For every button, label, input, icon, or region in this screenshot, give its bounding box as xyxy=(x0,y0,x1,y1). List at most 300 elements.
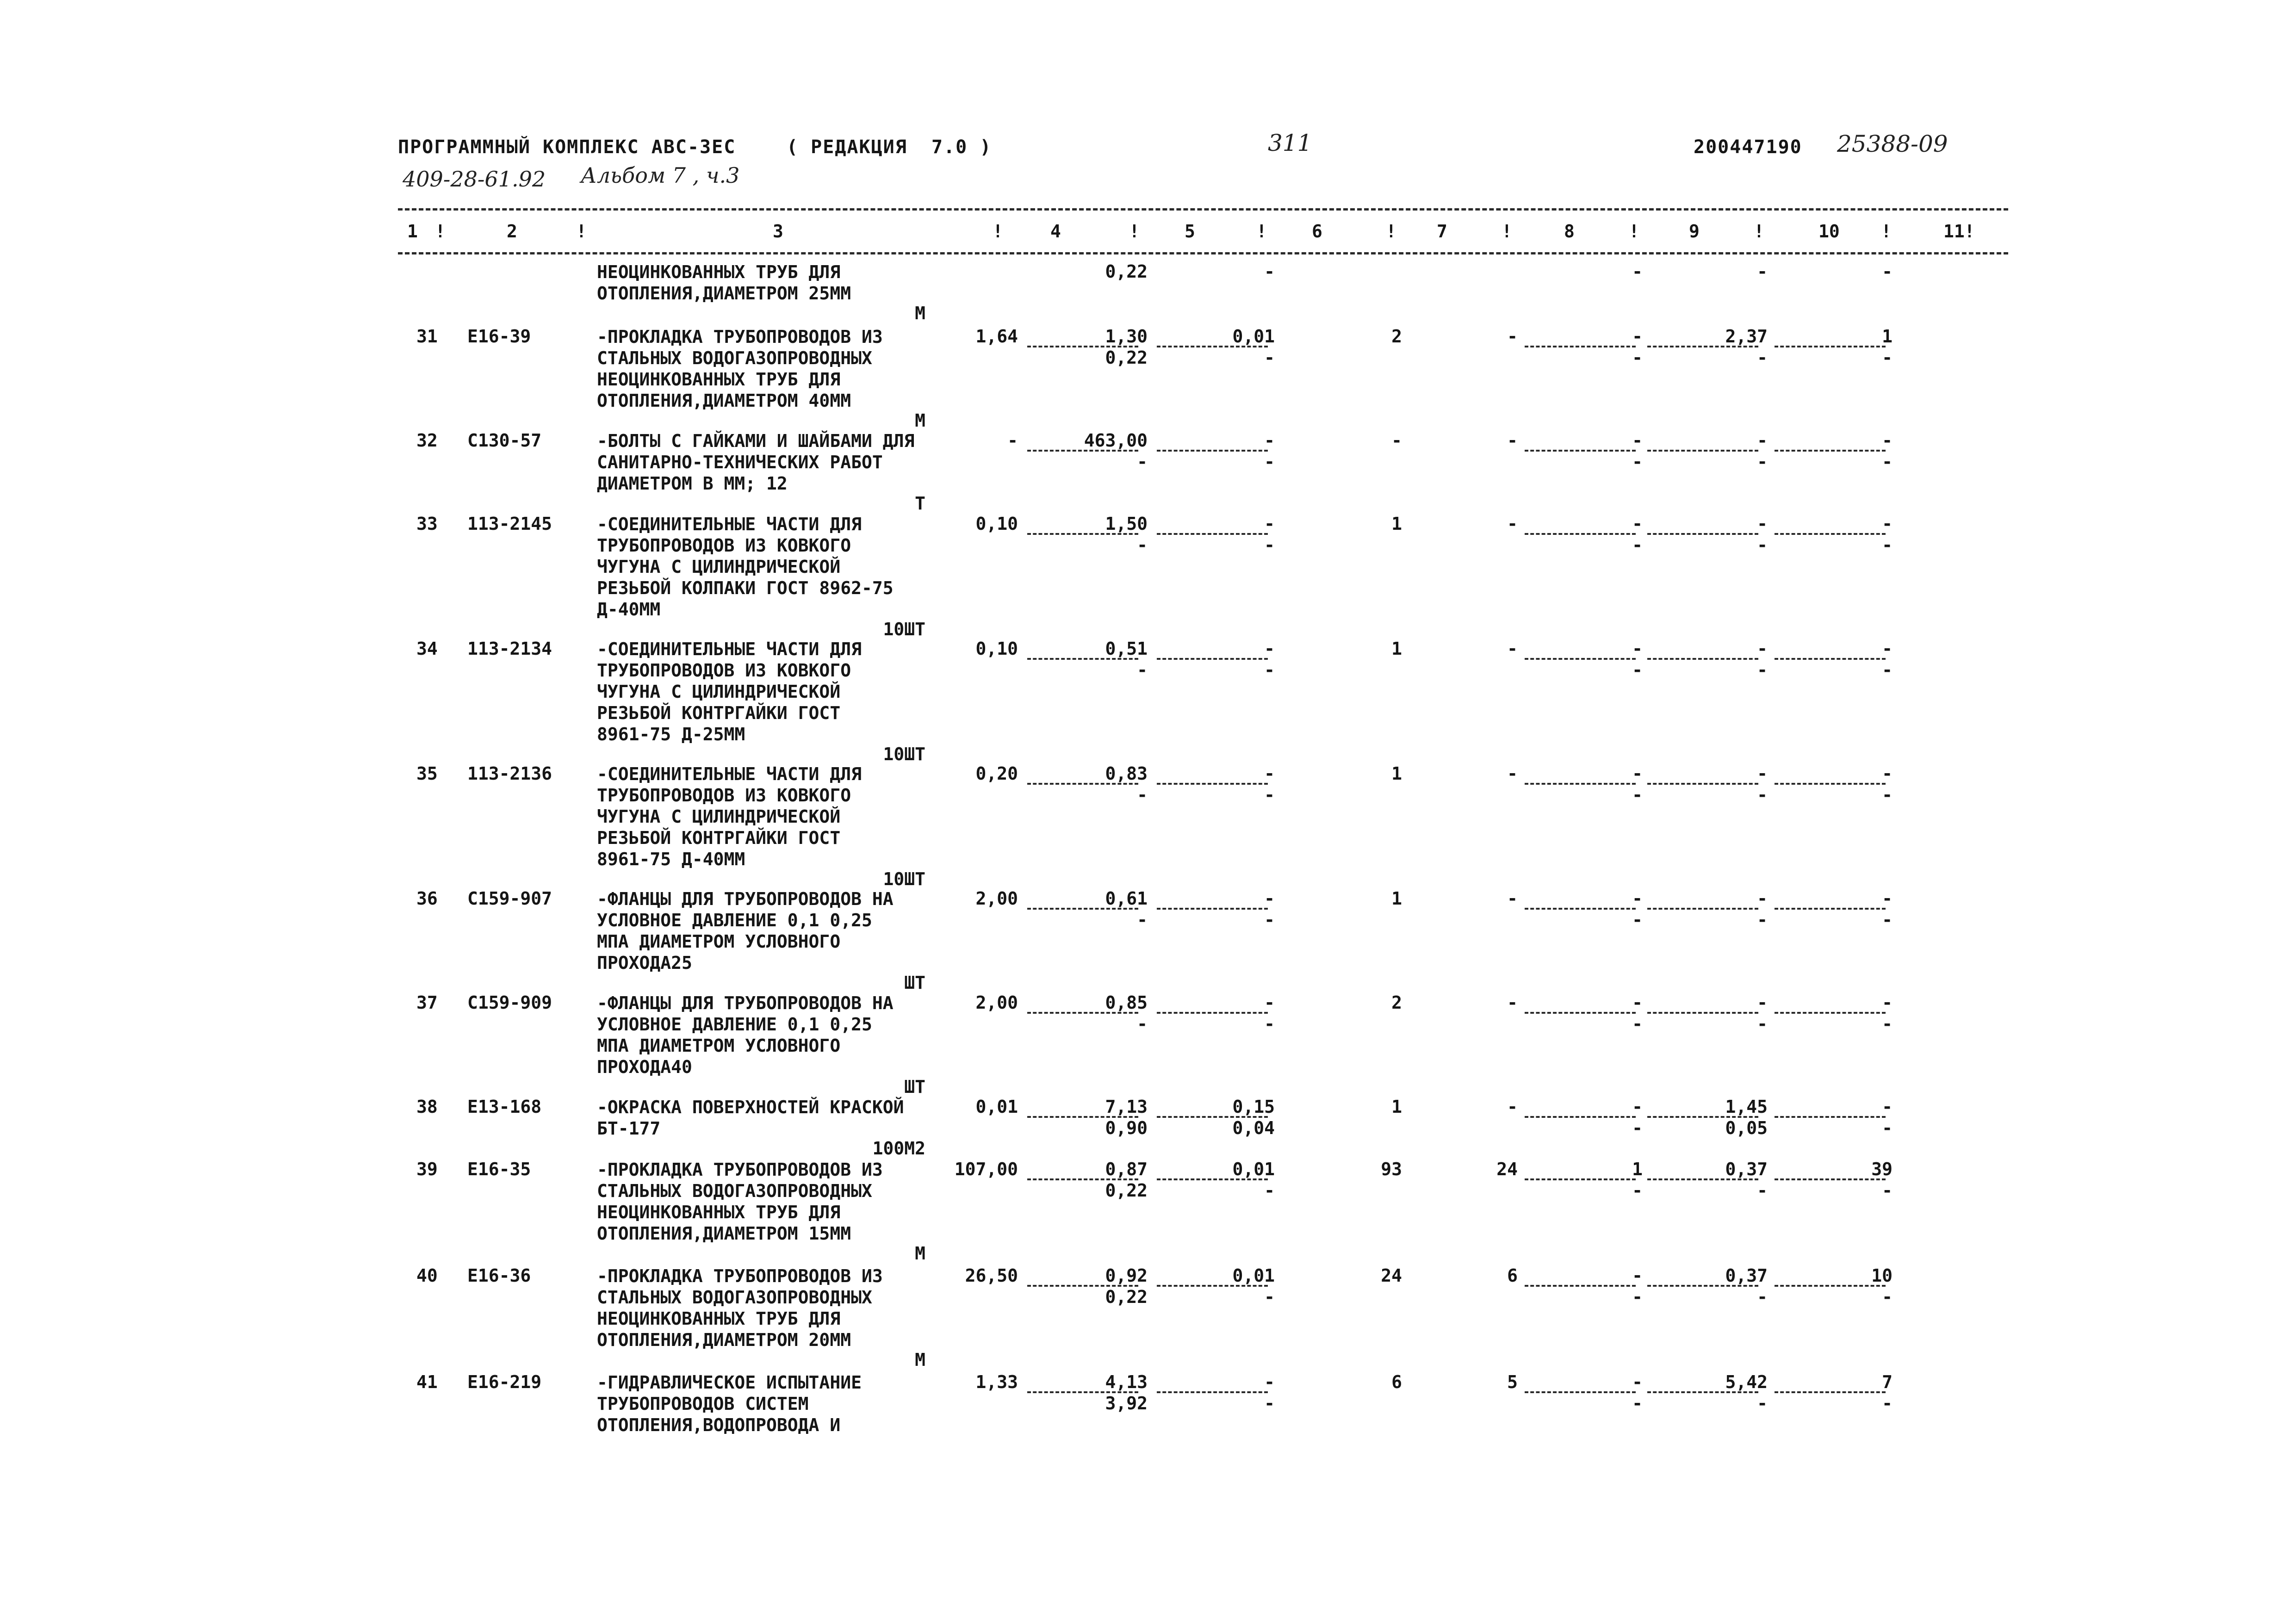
cell-col9-lower: - xyxy=(1632,1118,1643,1138)
value-divider xyxy=(1525,1285,1636,1287)
document-code: 200447190 xyxy=(1694,136,1802,158)
value-divider xyxy=(1647,1012,1758,1014)
cell-col5-lower: 3,92 xyxy=(1105,1393,1148,1414)
row-number: 38 xyxy=(416,1097,438,1117)
row-number: 39 xyxy=(416,1159,438,1179)
row-description-line: ОТОПЛЕНИЯ,ДИАМЕТРОМ 40ММ xyxy=(597,391,851,411)
row-description-line: ТРУБОПРОВОДОВ ИЗ КОВКОГО xyxy=(597,785,851,806)
value-divider xyxy=(1647,658,1758,660)
row-description-line: СТАЛЬНЫХ ВОДОГАЗОПРОВОДНЫХ xyxy=(597,1287,872,1308)
cell-col11-lower: - xyxy=(1882,1014,1893,1034)
cell-col11: - xyxy=(1882,992,1893,1013)
row-description-line: БТ-177 xyxy=(597,1118,661,1139)
cell-col7: 1 xyxy=(1391,639,1402,659)
cell-col11: - xyxy=(1882,639,1893,659)
value-divider xyxy=(1027,658,1138,660)
cell-col6: 0,01 xyxy=(1232,326,1275,347)
column-separator: ! xyxy=(1964,221,1975,242)
cell-col5: 4,13 xyxy=(1105,1372,1148,1392)
column-separator: ! xyxy=(993,221,1003,242)
cell-col5: 1,50 xyxy=(1105,514,1148,534)
cell-col9-lower: - xyxy=(1632,1014,1643,1034)
value-divider xyxy=(1157,533,1268,535)
cell-col10-lower: - xyxy=(1757,1393,1768,1414)
cell-col11-lower: - xyxy=(1882,910,1893,930)
cell-col8: - xyxy=(1507,1097,1518,1117)
value-divider xyxy=(1647,1178,1758,1180)
row-description-line: ТРУБОПРОВОДОВ ИЗ КОВКОГО xyxy=(597,660,851,681)
cell-col5: 7,13 xyxy=(1105,1097,1148,1117)
value-divider xyxy=(1027,1285,1138,1287)
column-header-3: 3 xyxy=(773,221,783,242)
row-unit: 10ШТ xyxy=(883,619,925,639)
value-divider xyxy=(1027,783,1138,785)
cell-col4: - xyxy=(1007,430,1018,451)
row-unit: М xyxy=(915,1243,925,1264)
row-code: 113-2136 xyxy=(467,763,552,784)
row-description-line: 8961-75 Д-40ММ xyxy=(597,849,745,869)
cell-col11-lower: - xyxy=(1882,535,1893,555)
page-number: 311 xyxy=(1268,130,1312,156)
cell-col10-lower: - xyxy=(1757,1014,1768,1034)
row-code: Е16-35 xyxy=(467,1159,531,1179)
row-description-line: УСЛОВНОЕ ДАВЛЕНИЕ 0,1 0,25 xyxy=(597,910,872,930)
value-divider xyxy=(1775,1391,1886,1393)
column-separator: ! xyxy=(1256,221,1267,242)
row-description-line: -ФЛАНЦЫ ДЛЯ ТРУБОПРОВОДОВ НА xyxy=(597,889,894,909)
cell-col6: 0,01 xyxy=(1232,1159,1275,1179)
row-description-line: -БОЛТЫ С ГАЙКАМИ И ШАЙБАМИ ДЛЯ xyxy=(597,431,915,451)
value-divider xyxy=(1157,450,1268,452)
row-description-line: -ФЛАНЦЫ ДЛЯ ТРУБОПРОВОДОВ НА xyxy=(597,993,894,1013)
value-divider xyxy=(1157,1116,1268,1118)
cell-col9: - xyxy=(1632,261,1643,282)
cell-col5-lower: - xyxy=(1137,785,1148,805)
cell-col6-lower: - xyxy=(1264,785,1275,805)
cell-col5-lower: 0,22 xyxy=(1105,1180,1148,1201)
value-divider xyxy=(1027,908,1138,910)
value-divider xyxy=(1647,450,1758,452)
cell-col11: 7 xyxy=(1882,1372,1893,1392)
cell-col9: - xyxy=(1632,888,1643,909)
row-description-line: ОТОПЛЕНИЯ,ВОДОПРОВОДА И xyxy=(597,1415,841,1435)
cell-col7: 6 xyxy=(1391,1372,1402,1392)
value-divider xyxy=(1027,1116,1138,1118)
value-divider xyxy=(1525,533,1636,535)
cell-col5-lower: - xyxy=(1137,535,1148,555)
cell-col9-lower: - xyxy=(1632,1180,1643,1201)
cell-col10: - xyxy=(1757,261,1768,282)
cell-col11: - xyxy=(1882,261,1893,282)
value-divider xyxy=(1775,346,1886,347)
cell-col6-lower: - xyxy=(1264,660,1275,680)
cell-col7: 1 xyxy=(1391,888,1402,909)
row-description-line: САНИТАРНО-ТЕХНИЧЕСКИХ РАБОТ xyxy=(597,452,883,472)
row-description-line: -ПРОКЛАДКА ТРУБОПРОВОДОВ ИЗ xyxy=(597,1266,883,1286)
cell-col4: 0,10 xyxy=(975,639,1018,659)
value-divider xyxy=(1525,346,1636,347)
cell-col6-lower: - xyxy=(1264,1180,1275,1201)
cell-col10-lower: - xyxy=(1757,660,1768,680)
cell-col11-lower: - xyxy=(1882,1287,1893,1307)
cell-col8: - xyxy=(1507,763,1518,784)
column-header-5: 5 xyxy=(1185,221,1195,242)
row-number: 35 xyxy=(416,763,438,784)
row-number: 32 xyxy=(416,430,438,451)
cell-col6: - xyxy=(1264,639,1275,659)
row-description-line: -СОЕДИНИТЕЛЬНЫЕ ЧАСТИ ДЛЯ xyxy=(597,764,862,784)
value-divider xyxy=(1775,533,1886,535)
row-number: 37 xyxy=(416,992,438,1013)
row-description-line: ПРОХОДА40 xyxy=(597,1057,692,1077)
value-divider xyxy=(1157,1012,1268,1014)
row-code: Е16-219 xyxy=(467,1372,542,1392)
cell-col6: 0,01 xyxy=(1232,1265,1275,1286)
cell-col10-lower: - xyxy=(1757,910,1768,930)
row-number: 36 xyxy=(416,888,438,909)
cell-col11: 39 xyxy=(1871,1159,1893,1179)
value-divider xyxy=(1157,1178,1268,1180)
cell-col9: - xyxy=(1632,326,1643,347)
column-separator: ! xyxy=(1754,221,1764,242)
row-description-line: НЕОЦИНКОВАННЫХ ТРУБ ДЛЯ xyxy=(597,1202,841,1222)
column-header-11: 11 xyxy=(1943,221,1965,242)
cell-col5: 0,22 xyxy=(1105,261,1148,282)
row-description-line: ОТОПЛЕНИЯ,ДИАМЕТРОМ 15ММ xyxy=(597,1223,851,1244)
cell-col9-lower: - xyxy=(1632,785,1643,805)
row-description-line: МПА ДИАМЕТРОМ УСЛОВНОГО xyxy=(597,1035,841,1056)
value-divider xyxy=(1157,1391,1268,1393)
row-description-line: СТАЛЬНЫХ ВОДОГАЗОПРОВОДНЫХ xyxy=(597,1181,872,1201)
column-separator: ! xyxy=(435,221,446,242)
cell-col5-lower: - xyxy=(1137,910,1148,930)
cell-col4: 1,33 xyxy=(975,1372,1018,1392)
column-header-6: 6 xyxy=(1312,221,1322,242)
value-divider xyxy=(1157,783,1268,785)
cell-col6-lower: - xyxy=(1264,1393,1275,1414)
row-code: 113-2145 xyxy=(467,514,552,534)
value-divider xyxy=(1775,1116,1886,1118)
cell-col9: - xyxy=(1632,639,1643,659)
cell-col10: 0,37 xyxy=(1725,1159,1768,1179)
cell-col11: - xyxy=(1882,1097,1893,1117)
row-description-line: ЧУГУНА С ЦИЛИНДРИЧЕСКОЙ xyxy=(597,682,841,702)
row-number: 34 xyxy=(416,639,438,659)
cell-col11-lower: - xyxy=(1882,1180,1893,1201)
value-divider xyxy=(1027,1178,1138,1180)
cell-col9-lower: - xyxy=(1632,347,1643,368)
cell-col10: - xyxy=(1757,888,1768,909)
cell-col8: 24 xyxy=(1496,1159,1518,1179)
cell-col11-lower: - xyxy=(1882,452,1893,472)
cell-col10-lower: - xyxy=(1757,1180,1768,1201)
cell-col9: - xyxy=(1632,514,1643,534)
cell-col5: 463,00 xyxy=(1084,430,1148,451)
row-code: Е16-39 xyxy=(467,326,531,347)
row-unit: М xyxy=(915,1350,925,1370)
value-divider xyxy=(1775,1285,1886,1287)
cell-col9-lower: - xyxy=(1632,1287,1643,1307)
column-header-4: 4 xyxy=(1050,221,1061,242)
value-divider xyxy=(1525,1391,1636,1393)
value-divider xyxy=(1647,1285,1758,1287)
cell-col5-lower: 0,90 xyxy=(1105,1118,1148,1138)
cell-col11-lower: - xyxy=(1882,785,1893,805)
row-description-line: ТРУБОПРОВОДОВ ИЗ КОВКОГО xyxy=(597,535,851,556)
row-unit: М xyxy=(915,303,925,323)
column-header-1: 1 xyxy=(407,221,418,242)
cell-col10-lower: - xyxy=(1757,785,1768,805)
cell-col11: - xyxy=(1882,763,1893,784)
cell-col7: 1 xyxy=(1391,1097,1402,1117)
row-description-line: ПРОХОДА25 xyxy=(597,953,692,973)
value-divider xyxy=(1647,783,1758,785)
value-divider xyxy=(1525,908,1636,910)
row-unit: ШТ xyxy=(904,1077,925,1097)
cell-col6: 0,15 xyxy=(1232,1097,1275,1117)
cell-col9-lower: - xyxy=(1632,1393,1643,1414)
cell-col5: 0,87 xyxy=(1105,1159,1148,1179)
row-description-line: -ПРОКЛАДКА ТРУБОПРОВОДОВ ИЗ xyxy=(597,1159,883,1180)
row-description-line: ОТОПЛЕНИЯ,ДИАМЕТРОМ 20ММ xyxy=(597,1330,851,1350)
cell-col8: - xyxy=(1507,326,1518,347)
row-description-line: РЕЗЬБОЙ КОНТРГАЙКИ ГОСТ xyxy=(597,703,841,723)
cell-col8: 5 xyxy=(1507,1372,1518,1392)
value-divider xyxy=(1027,346,1138,347)
value-divider xyxy=(1647,1391,1758,1393)
value-divider xyxy=(1647,908,1758,910)
row-description-line: РЕЗЬБОЙ КОЛПАКИ ГОСТ 8962-75 xyxy=(597,578,894,598)
row-description-line: УСЛОВНОЕ ДАВЛЕНИЕ 0,1 0,25 xyxy=(597,1014,872,1035)
cell-col6: - xyxy=(1264,514,1275,534)
cell-col10: - xyxy=(1757,430,1768,451)
value-divider xyxy=(1157,908,1268,910)
row-description-line: -ОКРАСКА ПОВЕРХНОСТЕЙ КРАСКОЙ xyxy=(597,1097,904,1117)
cell-col11-lower: - xyxy=(1882,347,1893,368)
cell-col5: 0,51 xyxy=(1105,639,1148,659)
row-unit: 100М2 xyxy=(872,1138,925,1159)
cell-col7: 1 xyxy=(1391,763,1402,784)
row-code: С159-907 xyxy=(467,888,552,909)
cell-col10-lower: 0,05 xyxy=(1725,1118,1768,1138)
cell-col5: 0,61 xyxy=(1105,888,1148,909)
value-divider xyxy=(1027,1391,1138,1393)
cell-col9: 1 xyxy=(1632,1159,1643,1179)
value-divider xyxy=(1775,1012,1886,1014)
row-description-line: 8961-75 Д-25ММ xyxy=(597,724,745,744)
cell-col9: - xyxy=(1632,430,1643,451)
row-unit: 10ШТ xyxy=(883,869,925,889)
cell-col9-lower: - xyxy=(1632,535,1643,555)
column-header-8: 8 xyxy=(1564,221,1575,242)
value-divider xyxy=(1525,1116,1636,1118)
cell-col6: - xyxy=(1264,261,1275,282)
value-divider xyxy=(1775,908,1886,910)
row-description-line: ЧУГУНА С ЦИЛИНДРИЧЕСКОЙ xyxy=(597,806,841,827)
cell-col10: 2,37 xyxy=(1725,326,1768,347)
cell-col10: 5,42 xyxy=(1725,1372,1768,1392)
cell-col6-lower: - xyxy=(1264,452,1275,472)
cell-col5-lower: - xyxy=(1137,452,1148,472)
row-description-line: НЕОЦИНКОВАННЫХ ТРУБ ДЛЯ xyxy=(597,1308,841,1329)
cell-col5-lower: - xyxy=(1137,660,1148,680)
row-number: 41 xyxy=(416,1372,438,1392)
cell-col6-lower: - xyxy=(1264,910,1275,930)
row-description-line: СТАЛЬНЫХ ВОДОГАЗОПРОВОДНЫХ xyxy=(597,348,872,368)
value-divider xyxy=(1157,658,1268,660)
cell-col4: 0,10 xyxy=(975,514,1018,534)
cell-col11-lower: - xyxy=(1882,660,1893,680)
cell-col9-lower: - xyxy=(1632,910,1643,930)
cell-col10-lower: - xyxy=(1757,535,1768,555)
row-description-line: РЕЗЬБОЙ КОНТРГАЙКИ ГОСТ xyxy=(597,828,841,848)
cell-col4: 26,50 xyxy=(965,1265,1018,1286)
row-unit: 10ШТ xyxy=(883,744,925,764)
cell-col6-lower: - xyxy=(1264,1287,1275,1307)
cell-col4: 107,00 xyxy=(954,1159,1018,1179)
cell-col4: 0,20 xyxy=(975,763,1018,784)
value-divider xyxy=(1647,1116,1758,1118)
cell-col5: 1,30 xyxy=(1105,326,1148,347)
cell-col7: - xyxy=(1391,430,1402,451)
row-description-line: -СОЕДИНИТЕЛЬНЫЕ ЧАСТИ ДЛЯ xyxy=(597,514,862,534)
column-header-9: 9 xyxy=(1689,221,1700,242)
cell-col10: - xyxy=(1757,763,1768,784)
cell-col4: 1,64 xyxy=(975,326,1018,347)
column-separator: ! xyxy=(576,221,587,242)
cell-col10-lower: - xyxy=(1757,452,1768,472)
column-separator: ! xyxy=(1129,221,1140,242)
value-divider xyxy=(1525,1178,1636,1180)
row-number: 33 xyxy=(416,514,438,534)
column-separator: ! xyxy=(1629,221,1639,242)
cell-col10-lower: - xyxy=(1757,1287,1768,1307)
value-divider xyxy=(1647,533,1758,535)
cell-col11-lower: - xyxy=(1882,1118,1893,1138)
cell-col10: 0,37 xyxy=(1725,1265,1768,1286)
row-unit: М xyxy=(915,410,925,431)
cell-col9-lower: - xyxy=(1632,660,1643,680)
row-description-line: НЕОЦИНКОВАННЫХ ТРУБ ДЛЯ xyxy=(597,262,841,282)
cell-col11-lower: - xyxy=(1882,1393,1893,1414)
column-separator: ! xyxy=(1386,221,1396,242)
cell-col11: - xyxy=(1882,430,1893,451)
value-divider xyxy=(1525,783,1636,785)
row-number: 40 xyxy=(416,1265,438,1286)
album-reference: 409-28-61.92 xyxy=(403,167,546,192)
row-description-line: НЕОЦИНКОВАННЫХ ТРУБ ДЛЯ xyxy=(597,369,841,390)
cell-col4: 2,00 xyxy=(975,992,1018,1013)
row-description-line: -ПРОКЛАДКА ТРУБОПРОВОДОВ ИЗ xyxy=(597,327,883,347)
cell-col5-lower: - xyxy=(1137,1014,1148,1034)
edition-label: ( РЕДАКЦИЯ 7.0 ) xyxy=(787,136,992,158)
row-description-line: ДИАМЕТРОМ В ММ; 12 xyxy=(597,473,788,494)
cell-col9: - xyxy=(1632,1097,1643,1117)
cell-col5: 0,92 xyxy=(1105,1265,1148,1286)
cell-col10-lower: - xyxy=(1757,347,1768,368)
cell-col11: - xyxy=(1882,514,1893,534)
cell-col6-lower: - xyxy=(1264,347,1275,368)
column-separator: ! xyxy=(1881,221,1892,242)
cell-col5-lower: 0,22 xyxy=(1105,1287,1148,1307)
cell-col4: 2,00 xyxy=(975,888,1018,909)
row-unit: ШТ xyxy=(904,973,925,993)
row-description-line: МПА ДИАМЕТРОМ УСЛОВНОГО xyxy=(597,931,841,952)
cell-col10: 1,45 xyxy=(1725,1097,1768,1117)
cell-col9: - xyxy=(1632,1265,1643,1286)
column-header-7: 7 xyxy=(1437,221,1447,242)
row-code: Е16-36 xyxy=(467,1265,531,1286)
row-description-line: ТРУБОПРОВОДОВ СИСТЕМ xyxy=(597,1394,809,1414)
cell-col9-lower: - xyxy=(1632,452,1643,472)
cell-col8: - xyxy=(1507,639,1518,659)
header-rule-bottom xyxy=(398,252,2008,254)
cell-col5: 0,85 xyxy=(1105,992,1148,1013)
handwritten-code: 25388-09 xyxy=(1837,130,1948,157)
row-description-line: ОТОПЛЕНИЯ,ДИАМЕТРОМ 25ММ xyxy=(597,283,851,304)
cell-col8: - xyxy=(1507,514,1518,534)
cell-col6: - xyxy=(1264,763,1275,784)
value-divider xyxy=(1775,658,1886,660)
row-description-line: -ГИДРАВЛИЧЕСКОЕ ИСПЫТАНИЕ xyxy=(597,1372,862,1393)
row-number: 31 xyxy=(416,326,438,347)
value-divider xyxy=(1525,658,1636,660)
row-code: С159-909 xyxy=(467,992,552,1013)
cell-col8: - xyxy=(1507,992,1518,1013)
cell-col9: - xyxy=(1632,1372,1643,1392)
cell-col4: 0,01 xyxy=(975,1097,1018,1117)
value-divider xyxy=(1525,450,1636,452)
cell-col7: 2 xyxy=(1391,992,1402,1013)
cell-col9: - xyxy=(1632,992,1643,1013)
cell-col6-lower: 0,04 xyxy=(1232,1118,1275,1138)
cell-col8: - xyxy=(1507,888,1518,909)
cell-col10: - xyxy=(1757,514,1768,534)
cell-col7: 1 xyxy=(1391,514,1402,534)
cell-col5-lower: 0,22 xyxy=(1105,347,1148,368)
value-divider xyxy=(1027,533,1138,535)
cell-col10: - xyxy=(1757,992,1768,1013)
cell-col6: - xyxy=(1264,1372,1275,1392)
column-separator: ! xyxy=(1502,221,1512,242)
album-label: Альбом 7 , ч.3 xyxy=(581,163,740,188)
row-unit: Т xyxy=(915,493,925,514)
cell-col7: 2 xyxy=(1391,326,1402,347)
value-divider xyxy=(1157,1285,1268,1287)
cell-col8: 6 xyxy=(1507,1265,1518,1286)
cell-col9: - xyxy=(1632,763,1643,784)
cell-col5: 0,83 xyxy=(1105,763,1148,784)
cell-col11: - xyxy=(1882,888,1893,909)
cell-col7: 24 xyxy=(1381,1265,1402,1286)
row-code: С130-57 xyxy=(467,430,542,451)
program-title: ПРОГРАММНЫЙ КОМПЛЕКС АВС-3ЕС xyxy=(398,136,736,158)
cell-col7: 93 xyxy=(1381,1159,1402,1179)
value-divider xyxy=(1775,1178,1886,1180)
value-divider xyxy=(1027,450,1138,452)
cell-col11: 1 xyxy=(1882,326,1893,347)
value-divider xyxy=(1775,783,1886,785)
value-divider xyxy=(1157,346,1268,347)
cell-col8: - xyxy=(1507,430,1518,451)
column-header-10: 10 xyxy=(1818,221,1840,242)
cell-col6-lower: - xyxy=(1264,535,1275,555)
cell-col6: - xyxy=(1264,888,1275,909)
cell-col6: - xyxy=(1264,992,1275,1013)
value-divider xyxy=(1027,1012,1138,1014)
row-code: Е13-168 xyxy=(467,1097,542,1117)
column-header-2: 2 xyxy=(507,221,517,242)
